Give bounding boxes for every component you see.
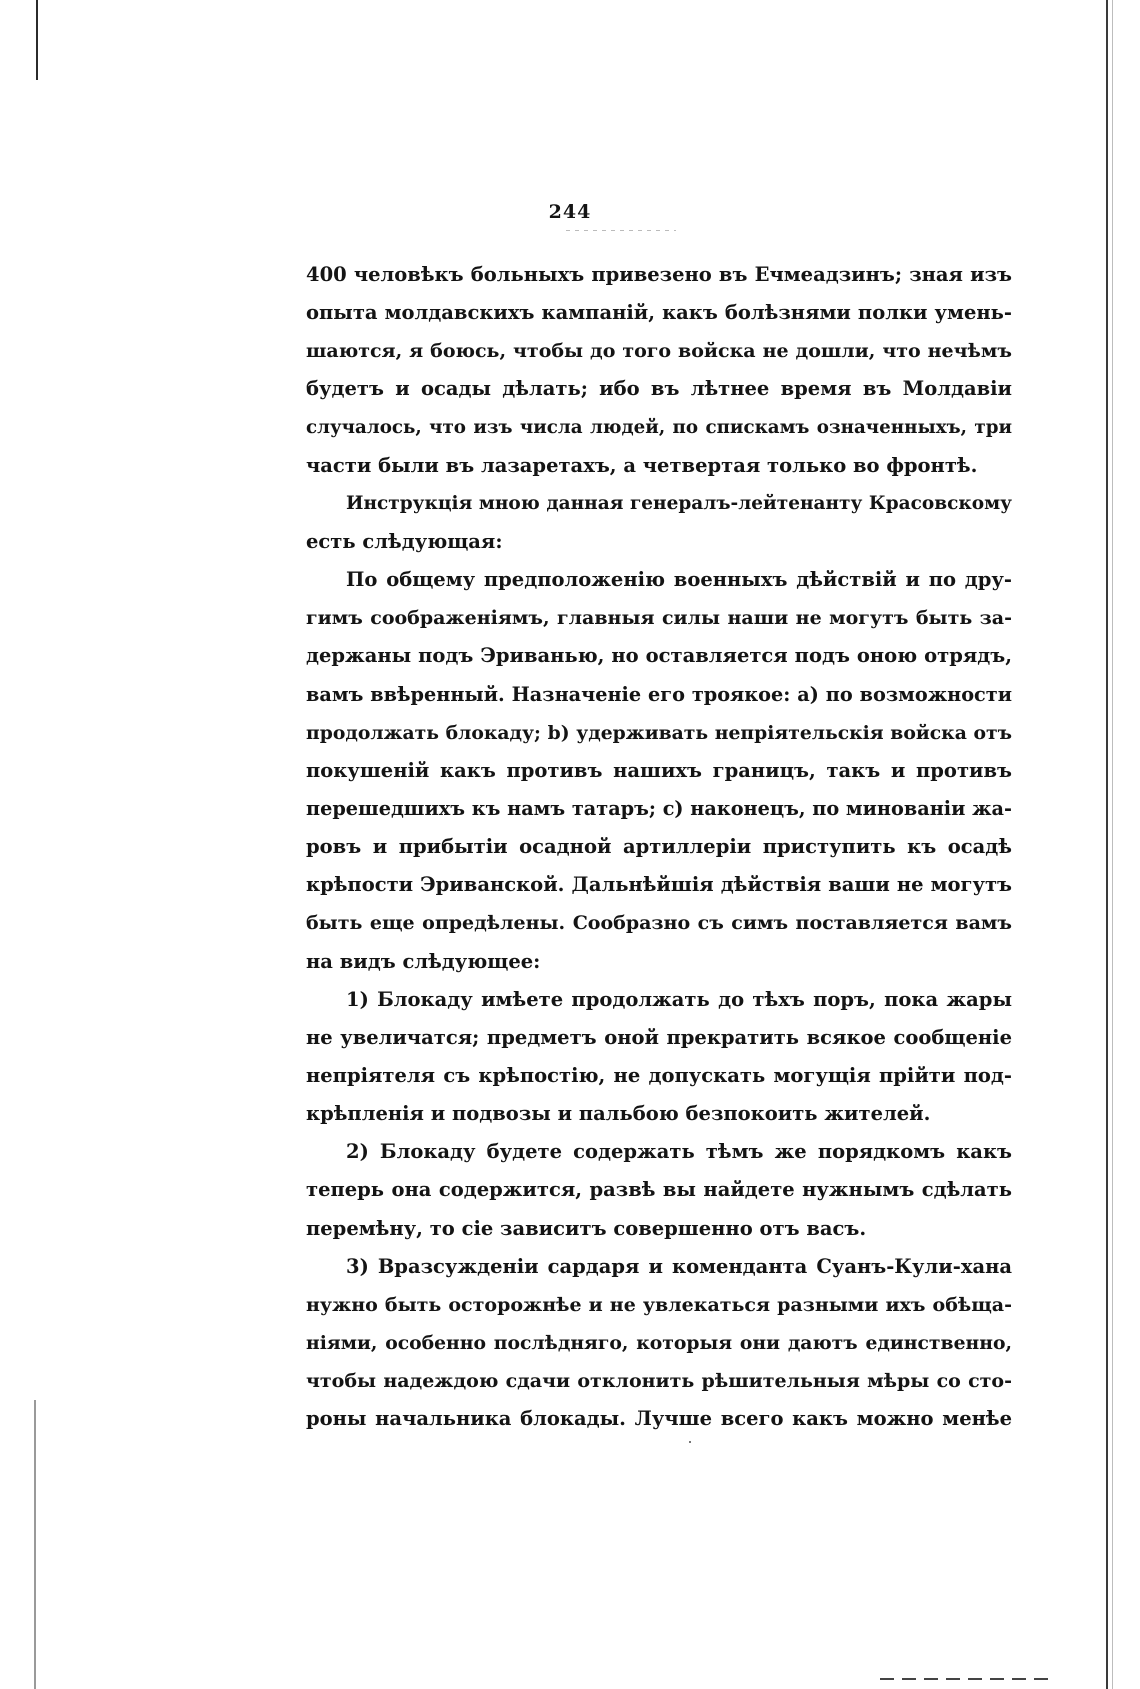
text-line: есть слѣдующая: xyxy=(306,529,503,553)
text-line: ніями, особенно послѣдняго, которыя они даютъ единственно, xyxy=(306,1331,1012,1354)
text-line: шаются, я боюсь, чтобы до того войска не дошли, что нечѣмъ xyxy=(306,340,1012,363)
scan-edge-right-shadow xyxy=(1112,0,1113,1689)
text-line: случалось, что изъ числа людей, по спискамъ означенныхъ, три xyxy=(306,416,1012,438)
text-line: держаны подъ Эриванью, но оставляется подъ оною отрядъ, xyxy=(306,644,1012,668)
text-line: крѣпленія и подвозы и пальбою безпокоить жителей. xyxy=(306,1102,931,1126)
text-line: чтобы надеждою сдачи отклонить рѣшительныя мѣры со сто- xyxy=(306,1370,1012,1393)
text-line: роны начальника блокады. Лучше всего какъ можно менѣе xyxy=(306,1407,1012,1431)
text-line: крѣпости Эриванской. Дальнѣйшія дѣйствія ваши не могутъ xyxy=(306,873,1012,897)
text-line: По общему предположенію военныхъ дѣйствій и по дру- xyxy=(346,568,1012,592)
text-line: будетъ и осады дѣлать; ибо въ лѣтнее время въ Молдавіи xyxy=(306,377,1012,401)
text-line: опыта молдавскихъ кампаній, какъ болѣзнями полки умень- xyxy=(306,301,1012,325)
text-line: непріятеля съ крѣпостію, не допускать могущія прійти под- xyxy=(306,1063,1012,1087)
text-line: быть еще опредѣлены. Сообразно съ симъ поставляется вамъ xyxy=(306,912,1012,935)
body-text xyxy=(306,256,1012,1438)
text-line: 3) Вразсужденіи сардаря и коменданта Суанъ-Кули-хана xyxy=(346,1254,1012,1278)
text-line: не увеличатся; предметъ оной прекратить всякое сообщеніе xyxy=(306,1025,1012,1049)
text-line: продолжать блокаду; b) удерживать непріятельскія войска отъ xyxy=(306,721,1012,744)
scan-bottom-marks xyxy=(880,1678,1050,1680)
text-line: перешедшихъ къ намъ татаръ; с) наконецъ, по минованіи жа- xyxy=(306,796,1012,820)
page-number: 244 xyxy=(548,201,592,223)
text-line: ровъ и прибытіи осадной артиллеріи приступить къ осадѣ xyxy=(306,835,1012,859)
text-line: Инструкція мною данная генералъ-лейтенанту Красовскому xyxy=(346,492,1012,514)
scan-edge-right xyxy=(1106,0,1108,1689)
page-number-rule xyxy=(566,230,676,231)
text-line: покушеній какъ противъ нашихъ границъ, такъ и противъ xyxy=(306,758,1012,782)
text-line: 2) Блокаду будете содержать тѣмъ же порядкомъ какъ xyxy=(346,1140,1012,1164)
text-line: теперь она содержится, развѣ вы найдете нужнымъ сдѣлать xyxy=(306,1178,1012,1202)
stray-mark xyxy=(689,1441,691,1443)
text-line: гимъ соображеніямъ, главныя силы наши не могутъ быть за- xyxy=(306,607,1012,630)
text-line: перемѣну, то сіе зависитъ совершенно отъ васъ. xyxy=(306,1216,867,1240)
scan-edge-left xyxy=(36,0,38,80)
scan-edge-left-lower xyxy=(34,1400,36,1689)
text-line: 1) Блокаду имѣете продолжать до тѣхъ поръ, пока жары xyxy=(346,987,1012,1011)
text-line: части были въ лазаретахъ, а четвертая только во фронтѣ. xyxy=(306,453,978,477)
text-line: вамъ ввѣренный. Назначеніе его троякое: а) по возможности xyxy=(306,682,1012,706)
text-line: нужно быть осторожнѣе и не увлекаться разными ихъ обѣща- xyxy=(306,1293,1012,1316)
text-line: 400 человѣкъ больныхъ привезено въ Ечмеадзинъ; зная изъ xyxy=(306,263,1012,286)
text-line: на видъ слѣдующее: xyxy=(306,949,541,973)
